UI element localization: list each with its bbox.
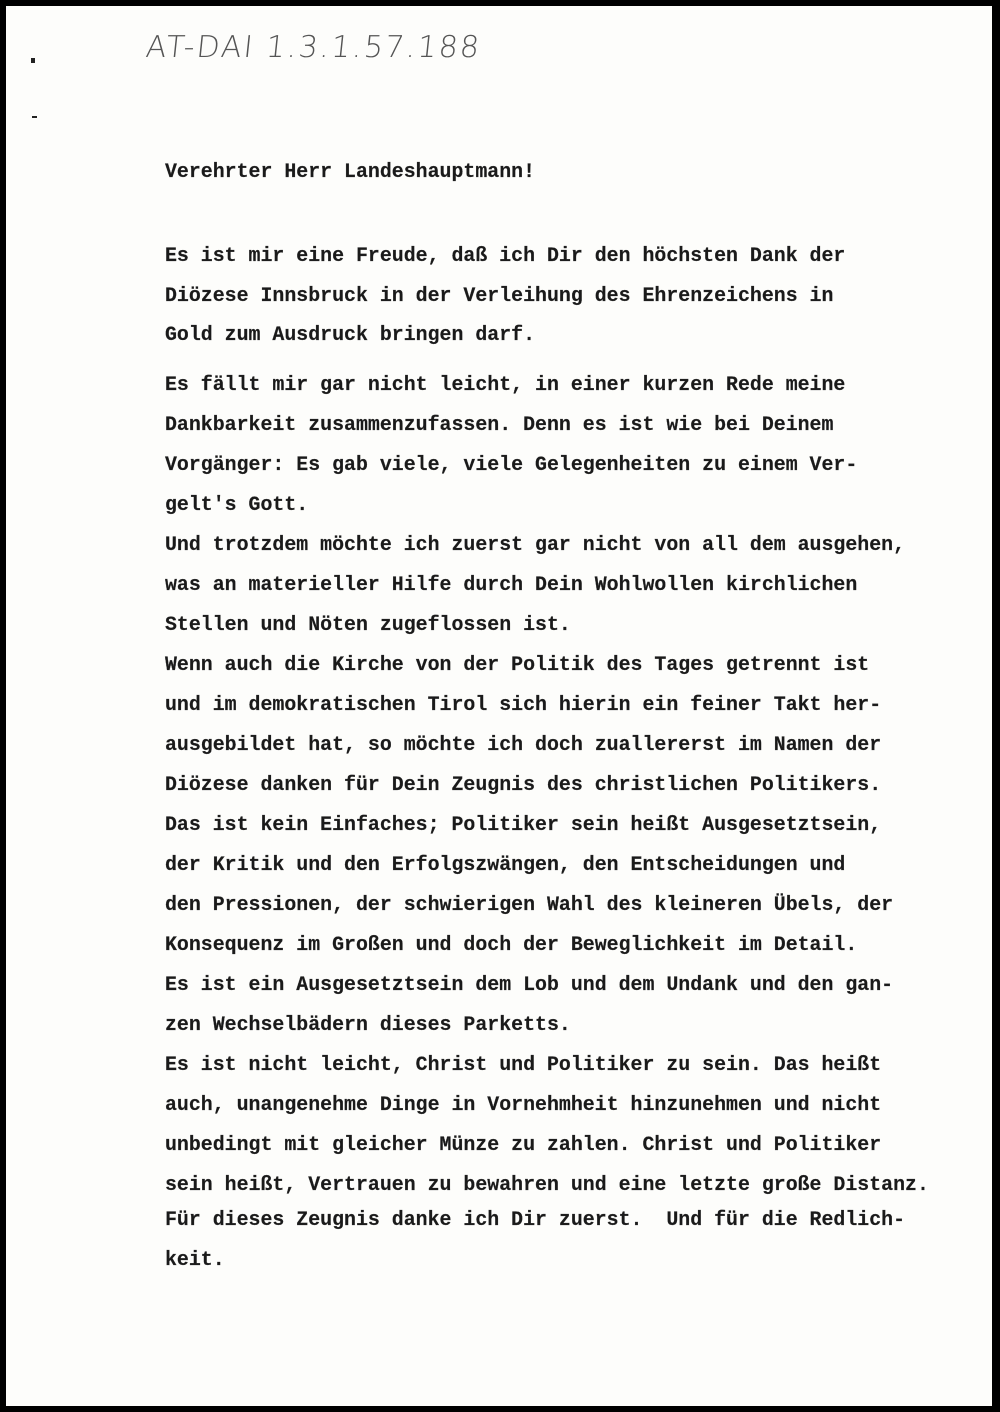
text-line: Es ist mir eine Freude, daß ich Dir den höchsten Dank der <box>165 244 846 267</box>
text-line: sein heißt, Vertrauen zu bewahren und eine letzte große Distanz. <box>165 1173 929 1196</box>
text-line: zen Wechselbädern dieses Parketts. <box>165 1013 571 1036</box>
punch-mark <box>31 58 35 63</box>
text-line: Dankbarkeit zusammenzufassen. Denn es ist wie bei Deinem <box>165 413 834 436</box>
text-line: den Pressionen, der schwierigen Wahl des kleineren Übels, der <box>165 893 894 916</box>
text-line: Diözese danken für Dein Zeugnis des christlichen Politikers. <box>165 773 882 796</box>
text-line: ausgebildet hat, so möchte ich doch zuallererst im Namen der <box>165 733 882 756</box>
text-line: Es ist nicht leicht, Christ und Politiker zu sein. Das heißt <box>165 1053 882 1076</box>
text-line: auch, unangenehme Dinge in Vornehmheit hinzunehmen und nicht <box>165 1093 882 1116</box>
text-line: Konsequenz im Großen und doch der Beweglichkeit im Detail. <box>165 933 858 956</box>
text-line: Für dieses Zeugnis danke ich Dir zuerst. Und für die Redlich- <box>165 1208 906 1231</box>
text-line: gelt's Gott. <box>165 493 309 516</box>
archive-signature: AT-DAI 1.3.1.57.188 <box>144 30 483 65</box>
salutation: Verehrter Herr Landeshauptmann! <box>165 160 536 183</box>
document-page <box>6 6 992 1406</box>
text-line: Und trotzdem möchte ich zuerst gar nicht von all dem ausgehen, <box>165 533 906 556</box>
punch-mark <box>32 116 37 118</box>
text-line: der Kritik und den Erfolgszwängen, den Entscheidungen und <box>165 853 846 876</box>
text-line: Gold zum Ausdruck bringen darf. <box>165 323 536 346</box>
text-line: und im demokratischen Tirol sich hierin ein feiner Takt her- <box>165 693 882 716</box>
text-line: Stellen und Nöten zugeflossen ist. <box>165 613 571 636</box>
text-line: unbedingt mit gleicher Münze zu zahlen. Christ und Politiker <box>165 1133 882 1156</box>
text-line: Diözese Innsbruck in der Verleihung des Ehrenzeichens in <box>165 284 834 307</box>
text-line: Es ist ein Ausgesetztsein dem Lob und dem Undank und den gan- <box>165 973 894 996</box>
text-line: Vorgänger: Es gab viele, viele Gelegenheiten zu einem Ver- <box>165 453 858 476</box>
text-line: Es fällt mir gar nicht leicht, in einer kurzen Rede meine <box>165 373 846 396</box>
text-line: was an materieller Hilfe durch Dein Wohlwollen kirchlichen <box>165 573 858 596</box>
text-line: keit. <box>165 1248 225 1271</box>
text-line: Das ist kein Einfaches; Politiker sein heißt Ausgesetztsein, <box>165 813 882 836</box>
text-line: Wenn auch die Kirche von der Politik des Tages getrennt ist <box>165 653 870 676</box>
